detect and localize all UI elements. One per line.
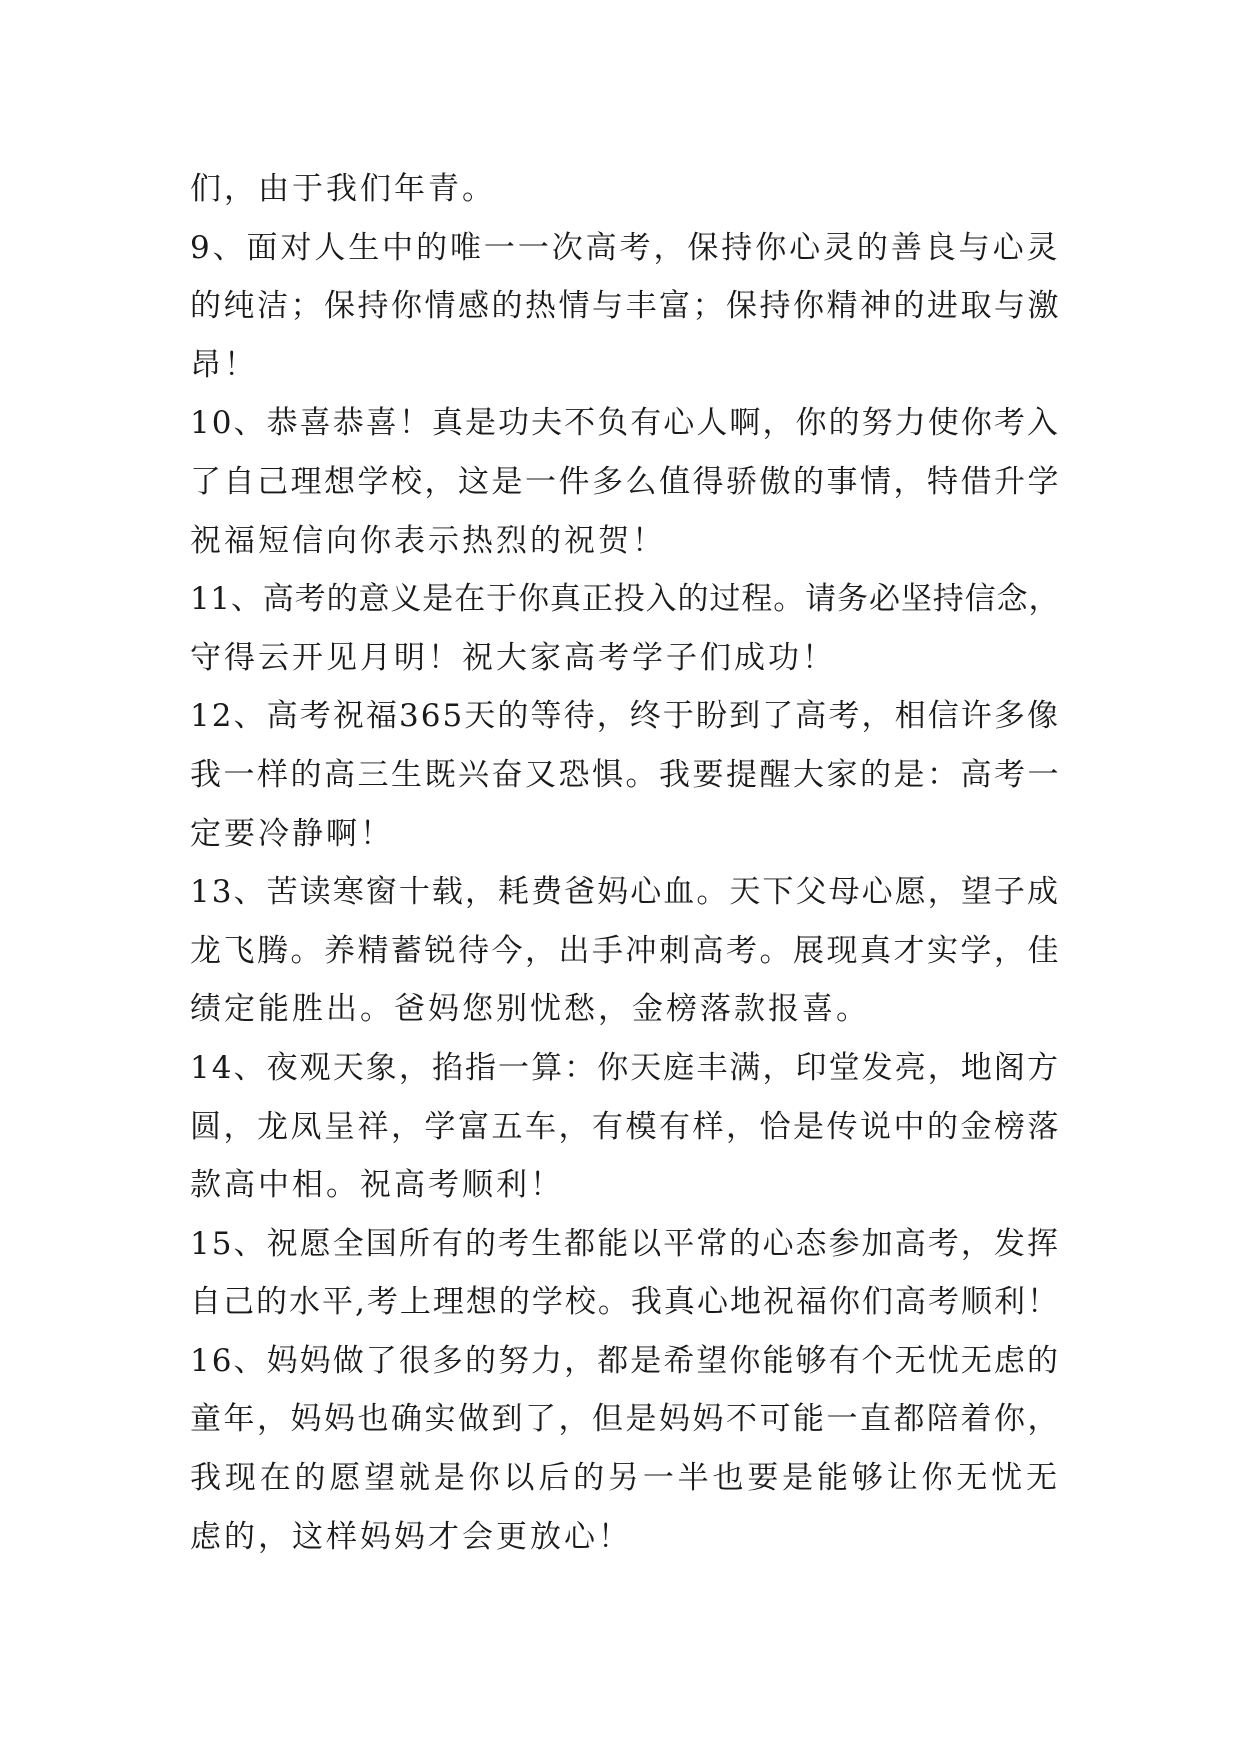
- text-line: 12、高考祝福365天的等待，终于盼到了高考，相信许多像: [190, 698, 1060, 735]
- text-line: 绩定能胜出。爸妈您别忧愁，金榜落款报喜。: [190, 991, 870, 1028]
- text-line: 守得云开见月明！祝大家高考学子们成功！: [190, 639, 836, 676]
- text-line: 10、恭喜恭喜！真是功夫不负有心人啊，你的努力使你考入: [190, 405, 1060, 442]
- document-body: [190, 160, 1060, 1566]
- text-line: 15、祝愿全国所有的考生都能以平常的心态参加高考，发挥: [190, 1225, 1060, 1262]
- text-line: 童年，妈妈也确实做到了，但是妈妈不可能一直都陪着你，: [190, 1401, 1061, 1438]
- text-line: 龙飞腾。养精蓄锐待今，出手冲刺高考。展现真才实学，佳: [190, 932, 1061, 969]
- text-line: 11、高考的意义是在于你真正投入的过程。请务必坚持信念，: [190, 581, 1060, 618]
- text-line: 圆，龙凤呈祥，学富五车，有模有样，恰是传说中的金榜落: [190, 1108, 1061, 1145]
- text-line: 16、妈妈做了很多的努力，都是希望你能够有个无忧无虑的: [190, 1342, 1060, 1379]
- text-line: 昂！: [190, 346, 258, 383]
- text-line: 祝福短信向你表示热烈的祝贺！: [190, 522, 666, 559]
- text-line: 我现在的愿望就是你以后的另一半也要是能够让你无忧无: [190, 1460, 1060, 1497]
- text-line: 9、面对人生中的唯一一次高考，保持你心灵的善良与心灵: [190, 229, 1060, 266]
- text-line: 们，由于我们年青。: [190, 171, 496, 207]
- text-line: 了自己理想学校，这是一件多么值得骄傲的事情，特借升学: [190, 463, 1061, 500]
- text-line: 13、苦读寒窗十载，耗费爸妈心血。天下父母心愿，望子成: [190, 874, 1060, 911]
- text-line: 14、夜观天象，掐指一算：你天庭丰满，印堂发亮，地阁方: [190, 1049, 1060, 1086]
- text-line: 自己的水平,考上理想的学校。我真心地祝福你们高考顺利！: [190, 1284, 1060, 1321]
- text-line: 定要冷静啊！: [190, 815, 394, 852]
- text-line: 我一样的高三生既兴奋又恐惧。我要提醒大家的是：高考一: [190, 756, 1061, 793]
- text-line: 虑的，这样妈妈才会更放心！: [190, 1518, 632, 1555]
- text-line: 的纯洁；保持你情感的热情与丰富；保持你精神的进取与激: [190, 288, 1061, 325]
- text-line: 款高中相。祝高考顺利！: [190, 1167, 564, 1204]
